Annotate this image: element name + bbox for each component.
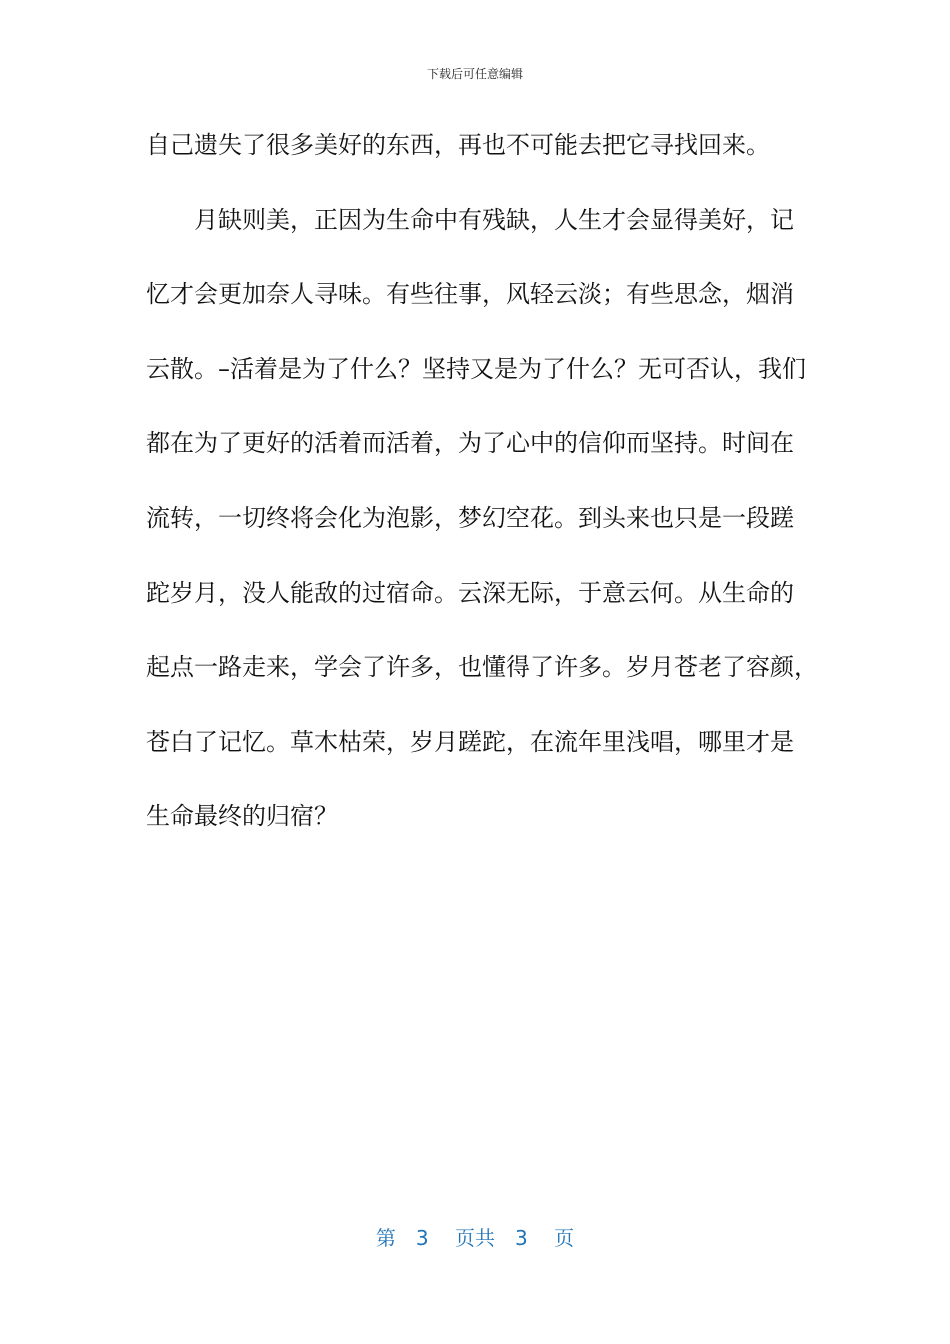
text-line: 月缺则美，正因为生命中有残缺，人生才会显得美好，记 xyxy=(146,205,794,234)
text-line: 起点一路走来，学会了许多，也懂得了许多。岁月苍老了容颜， xyxy=(146,653,818,682)
text-line: 跎岁月，没人能敌的过宿命。云深无际，于意云何。从生命的 xyxy=(146,578,794,607)
text-line: 都在为了更好的活着而活着，为了心中的信仰而坚持。时间在 xyxy=(146,429,794,458)
page-header: 下载后可任意编辑 xyxy=(426,67,523,81)
text-line: 流转，一切终将会化为泡影，梦幻空花。到头来也只是一段蹉 xyxy=(146,503,794,532)
page-number-footer: 第 3 页共 3 页 xyxy=(375,1226,575,1250)
text-line: 忆才会更加奈人寻味。有些往事，风轻云淡；有些思念，烟消 xyxy=(146,280,794,309)
text-line: 自己遗失了很多美好的东西，再也不可能去把它寻找回来。 xyxy=(146,131,770,159)
text-line: 云散。–活着是为了什么？坚持又是为了什么？无可否认，我们 xyxy=(146,354,806,383)
text-line: 苍白了记忆。草木枯荣，岁月蹉跎，在流年里浅唱，哪里才是 xyxy=(146,727,794,756)
body-text xyxy=(146,121,818,867)
text-line: 生命最终的归宿？ xyxy=(146,802,338,831)
